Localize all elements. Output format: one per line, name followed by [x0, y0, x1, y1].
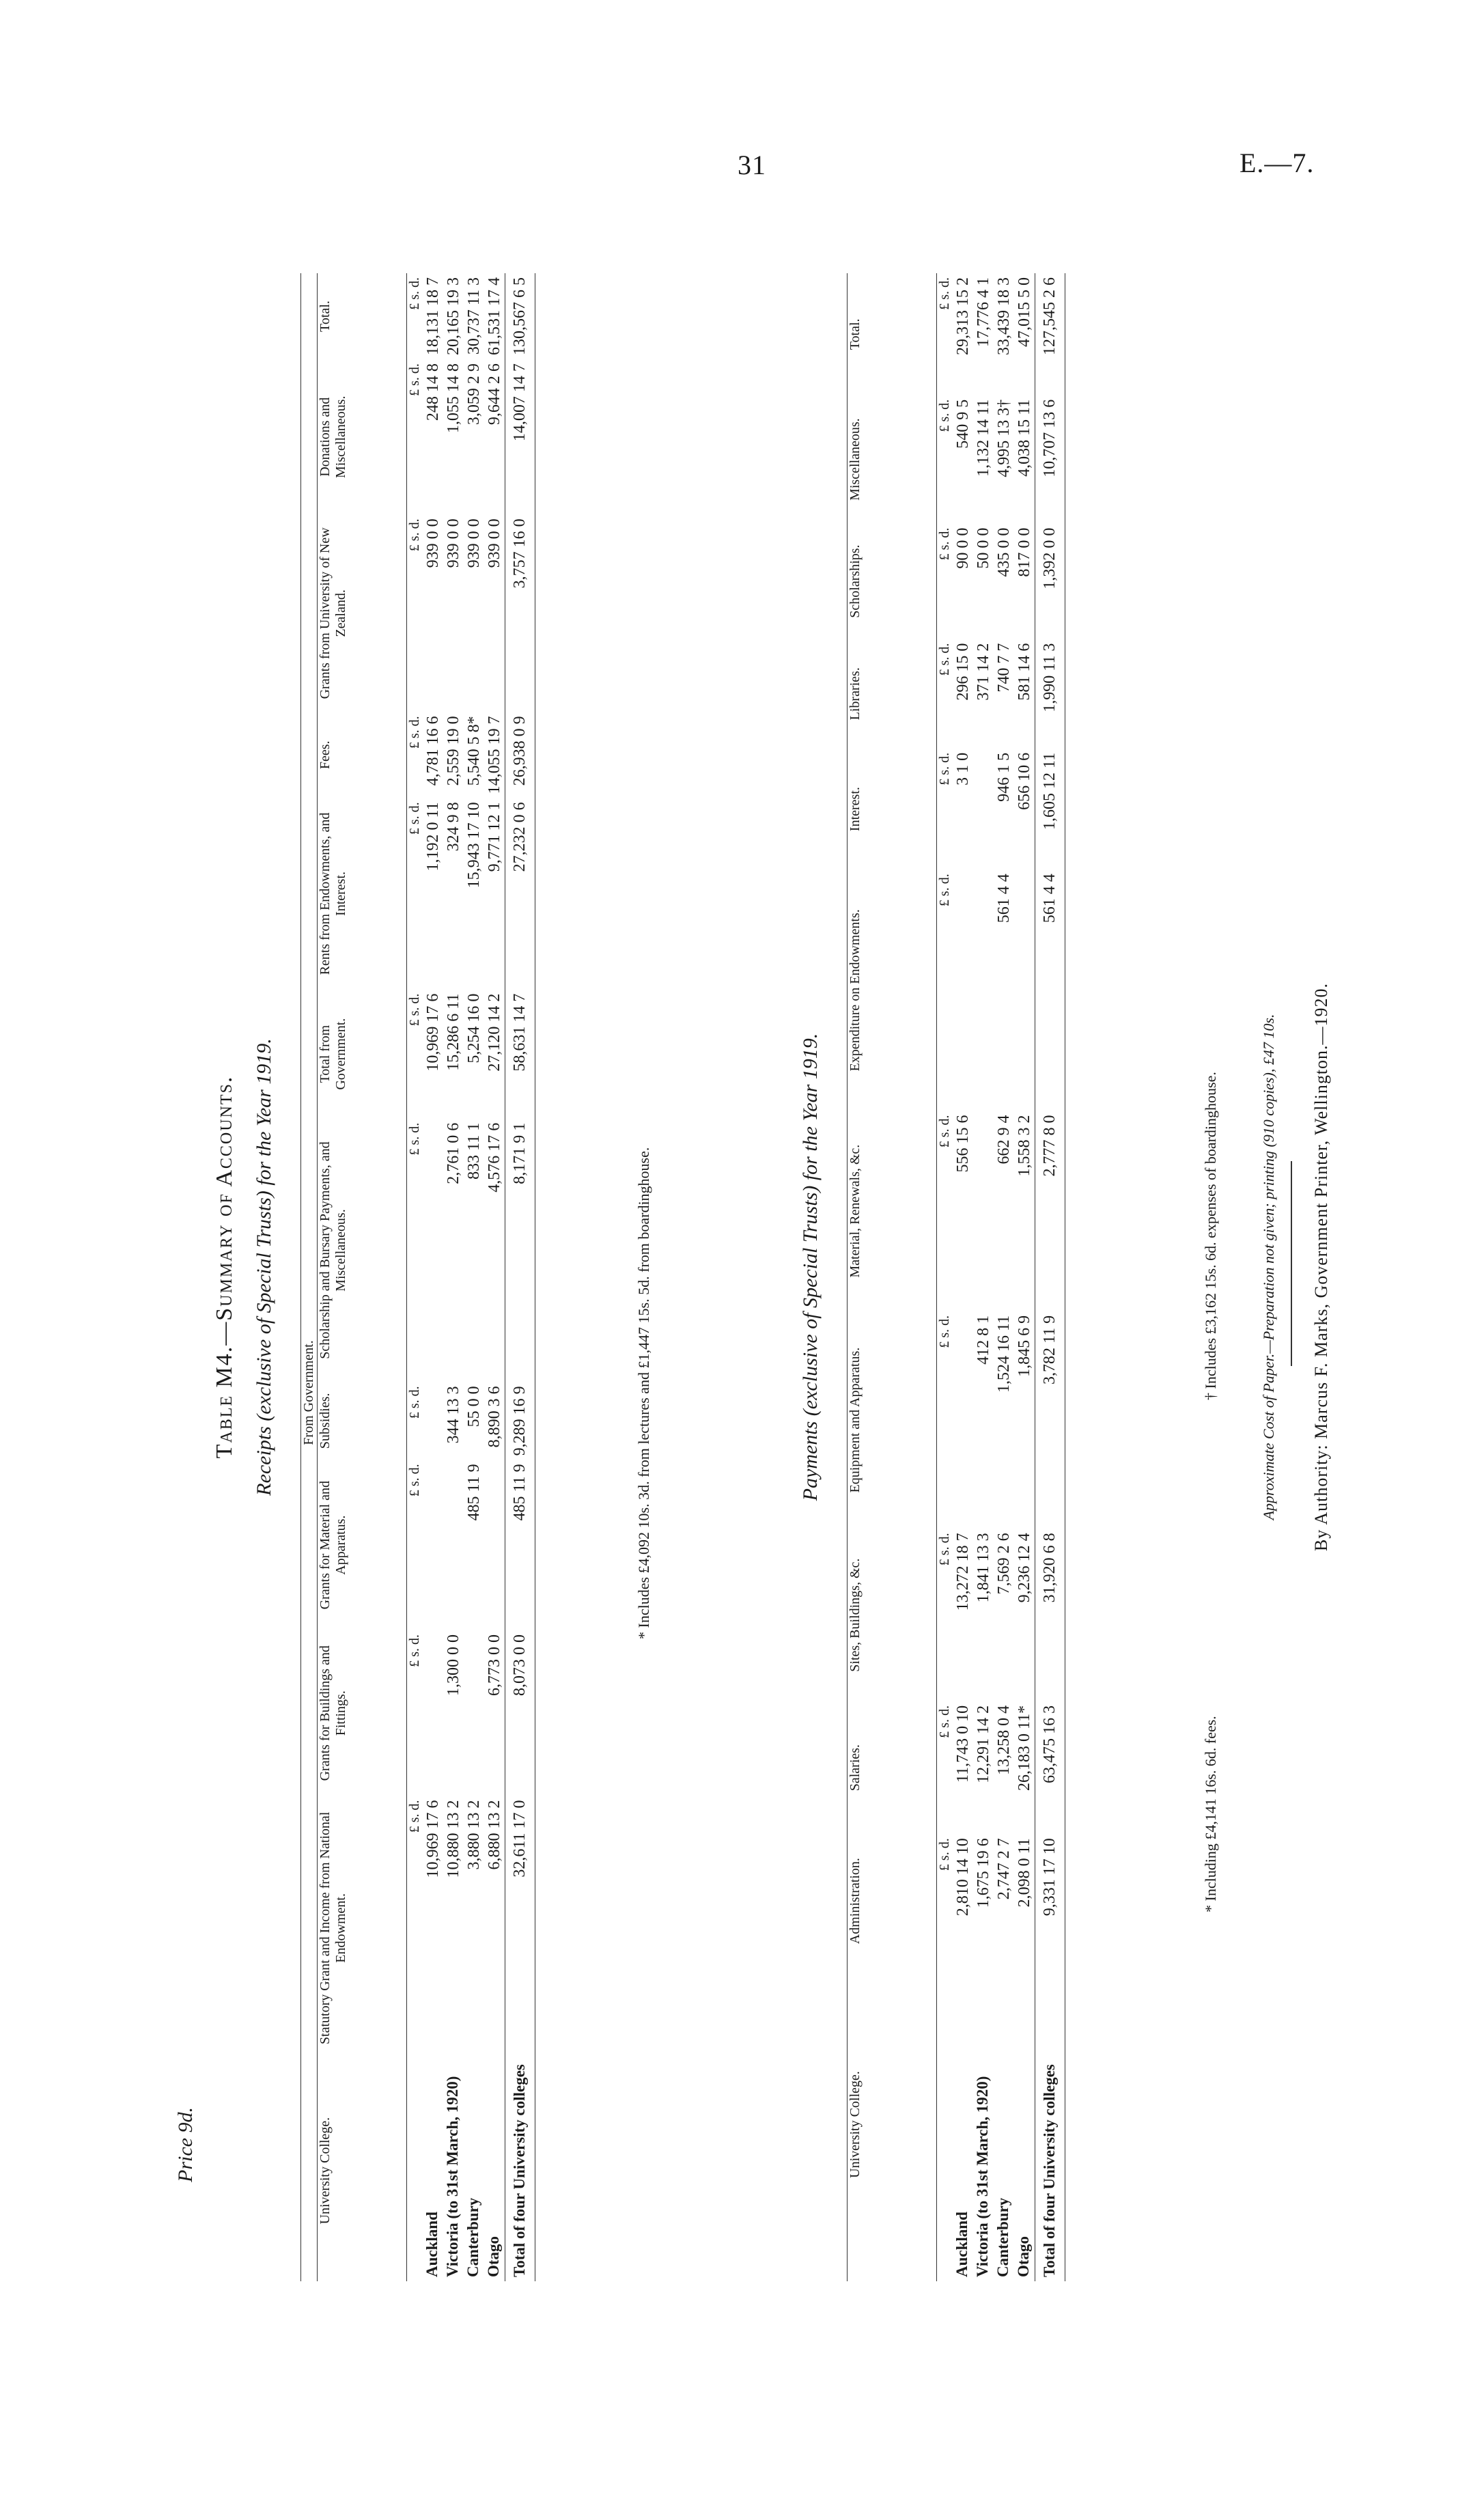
- units: £ s. d.: [937, 1115, 952, 1148]
- cell: 5,254 16 0: [465, 993, 483, 1063]
- cell: 63,475 16 3: [1035, 1701, 1065, 1834]
- cell: 2,777 8 0: [1035, 1111, 1065, 1311]
- cell: 412 8 1: [975, 1315, 992, 1365]
- cell: 561 4 4: [995, 874, 1013, 923]
- cell: 17,776 4 1: [975, 277, 992, 347]
- cell: 10,969 17 6: [424, 1800, 442, 1878]
- cell: 946 1 5: [995, 752, 1013, 802]
- table-row: [423, 273, 443, 2281]
- cell: 485 11 9: [505, 1460, 535, 1630]
- cell: [973, 749, 994, 869]
- units: £ s. d.: [407, 1800, 422, 1833]
- cell: 27,120 14 2: [486, 993, 503, 1072]
- total-row: [1035, 273, 1065, 2281]
- cell: 662 9 4: [995, 1115, 1013, 1165]
- cell: 833 11 1: [465, 1122, 483, 1180]
- col-header-total-government: Total from Government.: [318, 990, 407, 1119]
- cell: 4,038 15 11: [1016, 399, 1033, 477]
- units: £ s. d.: [937, 1315, 952, 1348]
- col-header-scholarship: Scholarship and Bursary Payments, and Miscellaneous.: [318, 1119, 407, 1382]
- col-header-salaries: Salaries.: [848, 1701, 937, 1834]
- cell: 9,289 16 9: [505, 1382, 535, 1460]
- cell: 1,300 0 0: [445, 1634, 462, 1696]
- units: £ s. d.: [407, 1464, 422, 1497]
- cell: 26,938 0 9: [505, 712, 535, 798]
- cell: 13,258 0 4: [995, 1705, 1013, 1775]
- cell: 581 14 6: [1016, 643, 1033, 701]
- units: £ s. d.: [937, 399, 952, 432]
- units: £ s. d.: [937, 1533, 952, 1566]
- cell: 4,995 13 3†: [995, 399, 1013, 477]
- cell: 1,841 13 3: [975, 1533, 992, 1603]
- rotated-accounts-page: [198, 212, 1345, 2322]
- cell: 4,576 17 6: [486, 1122, 503, 1193]
- cell: 939 0 0: [424, 518, 442, 568]
- cell: [464, 1630, 484, 1796]
- table-row: [1014, 273, 1035, 2281]
- cell: 1,845 6 9: [1016, 1315, 1033, 1377]
- from-government-group-header: From Government.: [301, 990, 318, 1796]
- cell: 8,171 9 1: [505, 1119, 535, 1382]
- cell: 18,131 18 7: [424, 277, 442, 355]
- cell: [1014, 869, 1035, 1111]
- cell: 1,990 11 3: [1035, 639, 1065, 749]
- cell: 20,165 19 3: [445, 277, 462, 355]
- units: £ s. d.: [937, 527, 952, 561]
- cell: [443, 1460, 464, 1630]
- cell: 15,943 17 10: [465, 802, 483, 889]
- cell: 33,439 18 3: [995, 277, 1013, 355]
- cell: 2,747 2 7: [995, 1838, 1013, 1900]
- col-header-miscellaneous: Miscellaneous.: [848, 395, 937, 524]
- price-label: Price 9d.: [174, 2107, 197, 2182]
- cell: 939 0 0: [445, 518, 462, 568]
- cell: 371 14 2: [975, 643, 992, 701]
- cell: 58,631 14 7: [505, 990, 535, 1119]
- cell: 1,558 3 2: [1016, 1115, 1033, 1177]
- cell: 47,015 5 0: [1016, 277, 1033, 347]
- cell: 1,675 19 6: [975, 1838, 992, 1908]
- cell: 939 0 0: [486, 518, 503, 568]
- cell: 5,540 5 8*: [465, 716, 483, 786]
- cell: 13,272 18 7: [954, 1533, 972, 1611]
- units: £ s. d.: [937, 1838, 952, 1871]
- payments-caption: Payments (exclusive of Special Trusts) for the Year 1919.: [799, 1033, 822, 1501]
- cell: 9,236 12 4: [1016, 1533, 1033, 1603]
- table-title: Table M4.—Summary of Accounts.: [212, 1075, 237, 1459]
- cell: 740 7 7: [995, 643, 1013, 693]
- units: £ s. d.: [407, 716, 422, 749]
- cell: 1,605 12 11: [1035, 749, 1065, 869]
- cell: 61,531 17 4: [486, 277, 503, 355]
- units: £ s. d.: [937, 752, 952, 785]
- cell: 485 11 9: [465, 1464, 483, 1521]
- col-header-total: Total.: [848, 273, 937, 395]
- units: £ s. d.: [407, 1386, 422, 1419]
- cell: [423, 1382, 443, 1460]
- cell: 14,055 19 7: [486, 716, 503, 794]
- units: £ s. d.: [937, 643, 952, 676]
- cell: [953, 1311, 973, 1529]
- college-name: Canterbury: [464, 2197, 481, 2277]
- col-header-equipment: Equipment and Apparatus.: [848, 1311, 937, 1529]
- cell: 11,743 0 10: [954, 1705, 972, 1783]
- printer-authority: By Authority: Marcus F. Marks, Government Printer, Wellington.—1920.: [1311, 982, 1331, 1552]
- cell: 130,567 6 5: [505, 273, 535, 359]
- cell: 3,782 11 9: [1035, 1311, 1065, 1529]
- cell: 3,059 2 9: [465, 363, 483, 426]
- cell: 26,183 0 11*: [1016, 1705, 1033, 1792]
- cell: 8,890 3 6: [486, 1386, 503, 1448]
- col-header-college: University College.: [318, 2060, 407, 2281]
- col-header-statutory: Statutory Grant and Income from National Endowment.: [318, 1796, 407, 2060]
- payments-footnote-salaries: * Including £4,141 16s. 6d. fees.: [1202, 1716, 1219, 1912]
- cell: 2,559 19 0: [445, 716, 462, 786]
- cell: 3,757 16 0: [505, 514, 535, 712]
- cell: 939 0 0: [465, 518, 483, 568]
- cell: 1,192 0 11: [424, 802, 442, 872]
- cell: 6,773 0 0: [486, 1634, 503, 1696]
- cell: 4,781 16 6: [424, 716, 442, 786]
- cell: 9,771 12 1: [486, 802, 503, 872]
- col-header-expenditure: Expenditure on Endowments.: [848, 869, 937, 1111]
- cell: 435 0 0: [995, 527, 1013, 577]
- col-header-administration: Administration.: [848, 1834, 937, 1968]
- units: £ s. d.: [937, 277, 952, 310]
- cell: 344 13 3: [445, 1386, 462, 1444]
- cell: [973, 869, 994, 1111]
- document-reference: E.—7.: [1240, 148, 1315, 178]
- college-name: Otago: [485, 2236, 502, 2277]
- units: £ s. d.: [937, 874, 952, 907]
- cell: 15,286 6 11: [445, 993, 462, 1071]
- col-header-material: Grants for Material and Apparatus.: [318, 1460, 407, 1630]
- table-row: [953, 273, 973, 2281]
- col-header-fees: Fees.: [318, 712, 407, 798]
- table-row: [484, 273, 505, 2281]
- cell: 10,880 13 2: [445, 1800, 462, 1878]
- total-row: [505, 273, 535, 2281]
- cell: 2,098 0 11: [1016, 1838, 1033, 1908]
- cell: [953, 869, 973, 1111]
- cell: 10,707 13 6: [1035, 395, 1065, 524]
- col-header-interest: Interest.: [848, 749, 937, 869]
- cell: 10,969 17 6: [424, 993, 442, 1072]
- col-header-libraries: Libraries.: [848, 639, 937, 749]
- cell: 14,007 14 7: [505, 359, 535, 514]
- cell: 9,331 17 10: [1035, 1834, 1065, 1968]
- page-number: 31: [738, 150, 766, 180]
- cell: 2,810 14 10: [954, 1838, 972, 1917]
- cell: 248 14 8: [424, 363, 442, 421]
- table-row: [994, 273, 1014, 2281]
- cell: 55 0 0: [465, 1386, 483, 1427]
- cell: 3,880 13 2: [465, 1800, 483, 1870]
- cell: 9,644 2 6: [486, 363, 503, 426]
- units: £ s. d.: [407, 277, 422, 310]
- cell: 32,611 17 0: [505, 1796, 535, 2060]
- units-row: [937, 273, 953, 2281]
- cell: 90 0 0: [954, 527, 972, 569]
- payments-table: [847, 273, 1065, 2281]
- cell: 817 0 0: [1016, 527, 1033, 577]
- col-header-total: Total.: [318, 273, 407, 359]
- receipts-caption: Receipts (exclusive of Special Trusts) for the Year 1919.: [253, 1038, 275, 1496]
- cell: 656 10 6: [1016, 752, 1033, 810]
- college-name: Auckland: [423, 2212, 440, 2277]
- receipts-table: [300, 273, 535, 2281]
- college-name: Victoria (to 31st March, 1920): [444, 2076, 461, 2277]
- cell: 27,232 0 6: [505, 798, 535, 989]
- college-name: Auckland: [953, 2212, 970, 2277]
- cell: 1,055 14 8: [445, 363, 462, 434]
- total-label: Total of four University colleges: [505, 2060, 535, 2281]
- cell: 31,920 6 8: [1035, 1529, 1065, 1701]
- cell: 296 15 0: [954, 643, 972, 701]
- cell: 8,073 0 0: [505, 1630, 535, 1796]
- col-header-sites: Sites, Buildings, &c.: [848, 1529, 937, 1701]
- college-name: Victoria (to 31st March, 1920): [974, 2076, 991, 2277]
- cell: 3 1 0: [954, 752, 972, 785]
- col-header-buildings: Grants for Buildings and Fittings.: [318, 1630, 407, 1796]
- col-header-material: Material, Renewals, &c.: [848, 1111, 937, 1311]
- units: £ s. d.: [407, 993, 422, 1027]
- cell: [423, 1460, 443, 1630]
- col-header-subsidies: Subsidies.: [318, 1382, 407, 1460]
- cell: [484, 1460, 505, 1630]
- col-header-scholarships: Scholarships.: [848, 524, 937, 639]
- units: £ s. d.: [407, 363, 422, 396]
- cell: 30,737 11 3: [465, 277, 483, 355]
- cell: 540 9 5: [954, 399, 972, 449]
- table-row: [973, 273, 994, 2281]
- cell: 561 4 4: [1035, 869, 1065, 1111]
- cell: 127,545 2 6: [1035, 273, 1065, 395]
- college-name: Canterbury: [994, 2197, 1011, 2277]
- cell: 12,291 14 2: [975, 1705, 992, 1783]
- cell: 29,313 15 2: [954, 277, 972, 355]
- approximate-cost-note: Approximate Cost of Paper.—Preparation not given; printing (910 copies), £47 10s.: [1260, 1014, 1277, 1520]
- payments-footnote-miscellaneous: † Includes £3,162 15s. 6d. expenses of boardinghouse.: [1202, 1072, 1219, 1400]
- table-row: [443, 273, 464, 2281]
- receipts-footnote: * Includes £4,092 10s. 3d. from lectures and £1,447 15s. 5d. from boardinghouse.: [635, 1147, 652, 1639]
- col-header-grants-university: Grants from University of New Zealand.: [318, 514, 407, 712]
- cell: 50 0 0: [975, 527, 992, 569]
- units-row: [407, 273, 423, 2281]
- cell: 1,392 0 0: [1035, 524, 1065, 639]
- cell: 7,569 2 6: [995, 1533, 1013, 1595]
- table-row: [464, 273, 484, 2281]
- units: £ s. d.: [407, 802, 422, 835]
- cell: 6,880 13 2: [486, 1800, 503, 1870]
- cell: 2,761 0 6: [445, 1122, 462, 1184]
- units: £ s. d.: [407, 1634, 422, 1667]
- units: £ s. d.: [407, 518, 422, 552]
- cell: [423, 1630, 443, 1796]
- col-header-donations: Donations and Miscellaneous.: [318, 359, 407, 514]
- cell: 1,132 14 11: [975, 399, 992, 477]
- total-label: Total of four University colleges: [1035, 1968, 1065, 2281]
- cell: 556 15 6: [954, 1115, 972, 1173]
- units: £ s. d.: [937, 1705, 952, 1738]
- units: £ s. d.: [407, 1122, 422, 1156]
- cell: [973, 1111, 994, 1311]
- college-name: Otago: [1015, 2236, 1032, 2277]
- cell: 324 9 8: [445, 802, 462, 852]
- cell: 1,524 16 11: [995, 1315, 1013, 1393]
- col-header-rents: Rents from Endowments, and Interest.: [318, 798, 407, 989]
- divider: [1291, 1161, 1292, 1366]
- col-header-college: University College.: [848, 1968, 937, 2281]
- cell: [423, 1119, 443, 1382]
